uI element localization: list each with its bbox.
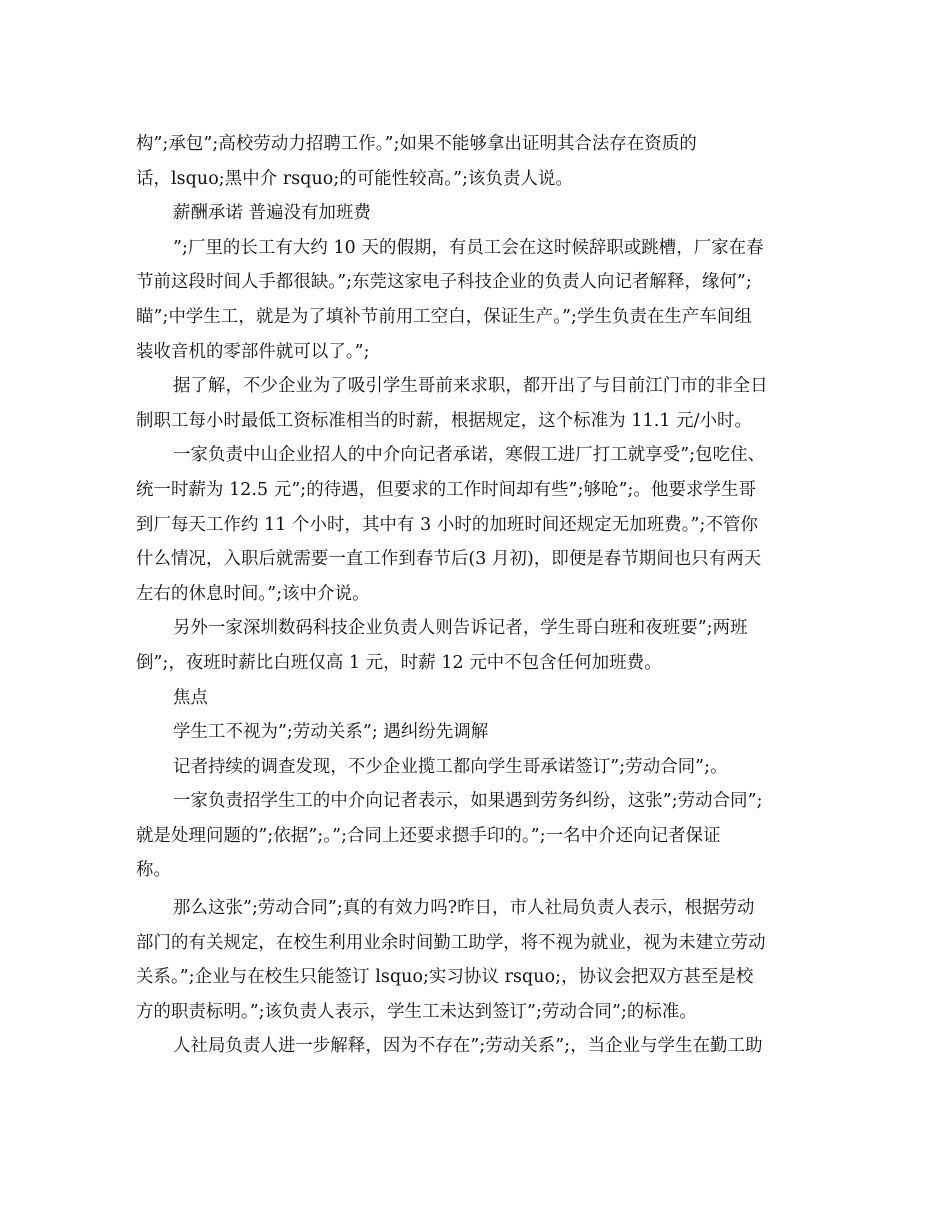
text-line: 话，lsquo;黑中介 rsquo;的可能性较高。”;该负责人说。 [136, 168, 573, 189]
text-line: 装收音机的零部件就可以了。”; [136, 341, 370, 362]
paragraph [136, 750, 814, 785]
paragraph [136, 127, 814, 196]
text-line: 一家负责中山企业招人的中介向记者承诺，寒假工进厂打工就享受”;包吃住、 [173, 445, 766, 466]
paragraph [136, 784, 814, 888]
paragraph [136, 438, 814, 611]
text-line: 倒”;，夜班时薪比白班仅高 1 元，时薪 12 元中不包含任何加班费。 [136, 652, 662, 673]
text-line: 左右的休息时间。”;该中介说。 [136, 583, 370, 604]
text-line: 称。 [136, 860, 171, 881]
section-heading [136, 715, 814, 750]
heading-line: 学生工不视为”;劳动关系”; 遇纠纷先调解 [173, 722, 489, 743]
paragraph [136, 1029, 814, 1064]
paragraph [136, 611, 814, 680]
text-line: 另外一家深圳数码科技企业负责人则告诉记者，学生哥白班和夜班要”;两班 [173, 618, 748, 639]
section-heading [136, 196, 814, 231]
text-line: 就是处理问题的”;依据”;。”;合同上还要求摁手印的。”;一名中介还向记者保证 [136, 825, 721, 846]
text-line: 构”;承包”;高校劳动力招聘工作。”;如果不能够拿出证明其合法存在资质的 [136, 134, 697, 154]
paragraph [136, 891, 814, 1029]
text-line: 节前这段时间人手都很缺。”;东莞这家电子科技企业的负责人向记者解释，缘何”; [136, 272, 752, 293]
text-line: 瞄”;中学生工，就是为了填补节前用工空白，保证生产。”;学生负责在生产车间组 [136, 306, 752, 327]
paragraph [136, 369, 814, 438]
text-line: 那么这张”;劳动合同”;真的有效力吗?昨日，市人社局负责人表示，根据劳动 [173, 898, 755, 919]
text-line: 制职工每小时最低工资标准相当的时薪，根据规定，这个标准为 11.1 元/小时。 [136, 410, 753, 431]
heading-line: 焦点 [173, 687, 208, 708]
text-line: ”;厂里的长工有大约 10 天的假期，有员工会在这时候辞职或跳槽，厂家在春 [173, 237, 764, 258]
paragraph [136, 231, 814, 369]
text-line: 据了解，不少企业为了吸引学生哥前来求职，都开出了与目前江门市的非全日 [173, 376, 768, 397]
text-line: 统一时薪为 12.5 元”;的待遇，但要求的工作时间却有些”;够呛”;。他要求学生哥 [136, 479, 756, 500]
text-line: 记者持续的调查发现，不少企业揽工都向学生哥承诺签订”;劳动合同”;。 [173, 756, 728, 777]
text-line: 关系。”;企业与在校生只能签订 lsquo;实习协议 rsquo;，协议会把双方甚至是校 [136, 967, 754, 988]
text-line: 方的职责标明。”;该负责人表示，学生工未达到签订”;劳动合同”;的标准。 [136, 1001, 697, 1022]
text-line: 人社局负责人进一步解释，因为不存在”;劳动关系”;，当企业与学生在勤工助 [173, 1036, 763, 1057]
text-line: 部门的有关规定，在校生利用业余时间勤工助学，将不视为就业，视为未建立劳动 [136, 932, 766, 953]
text-line: 一家负责招学生工的中介向记者表示，如果遇到劳务纠纷，这张”;劳动合同”; [173, 791, 763, 812]
article-body [136, 127, 814, 1064]
text-line: 到厂每天工作约 11 个小时，其中有 3 小时的加班时间还规定无加班费。”;不管你 [136, 514, 758, 535]
section-label [136, 681, 814, 716]
text-line: 什么情况，入职后就需要一直工作到春节后(3 月初)，即便是春节期间也只有两天 [136, 549, 762, 570]
heading-line: 薪酬承诺 普遍没有加班费 [173, 203, 372, 224]
